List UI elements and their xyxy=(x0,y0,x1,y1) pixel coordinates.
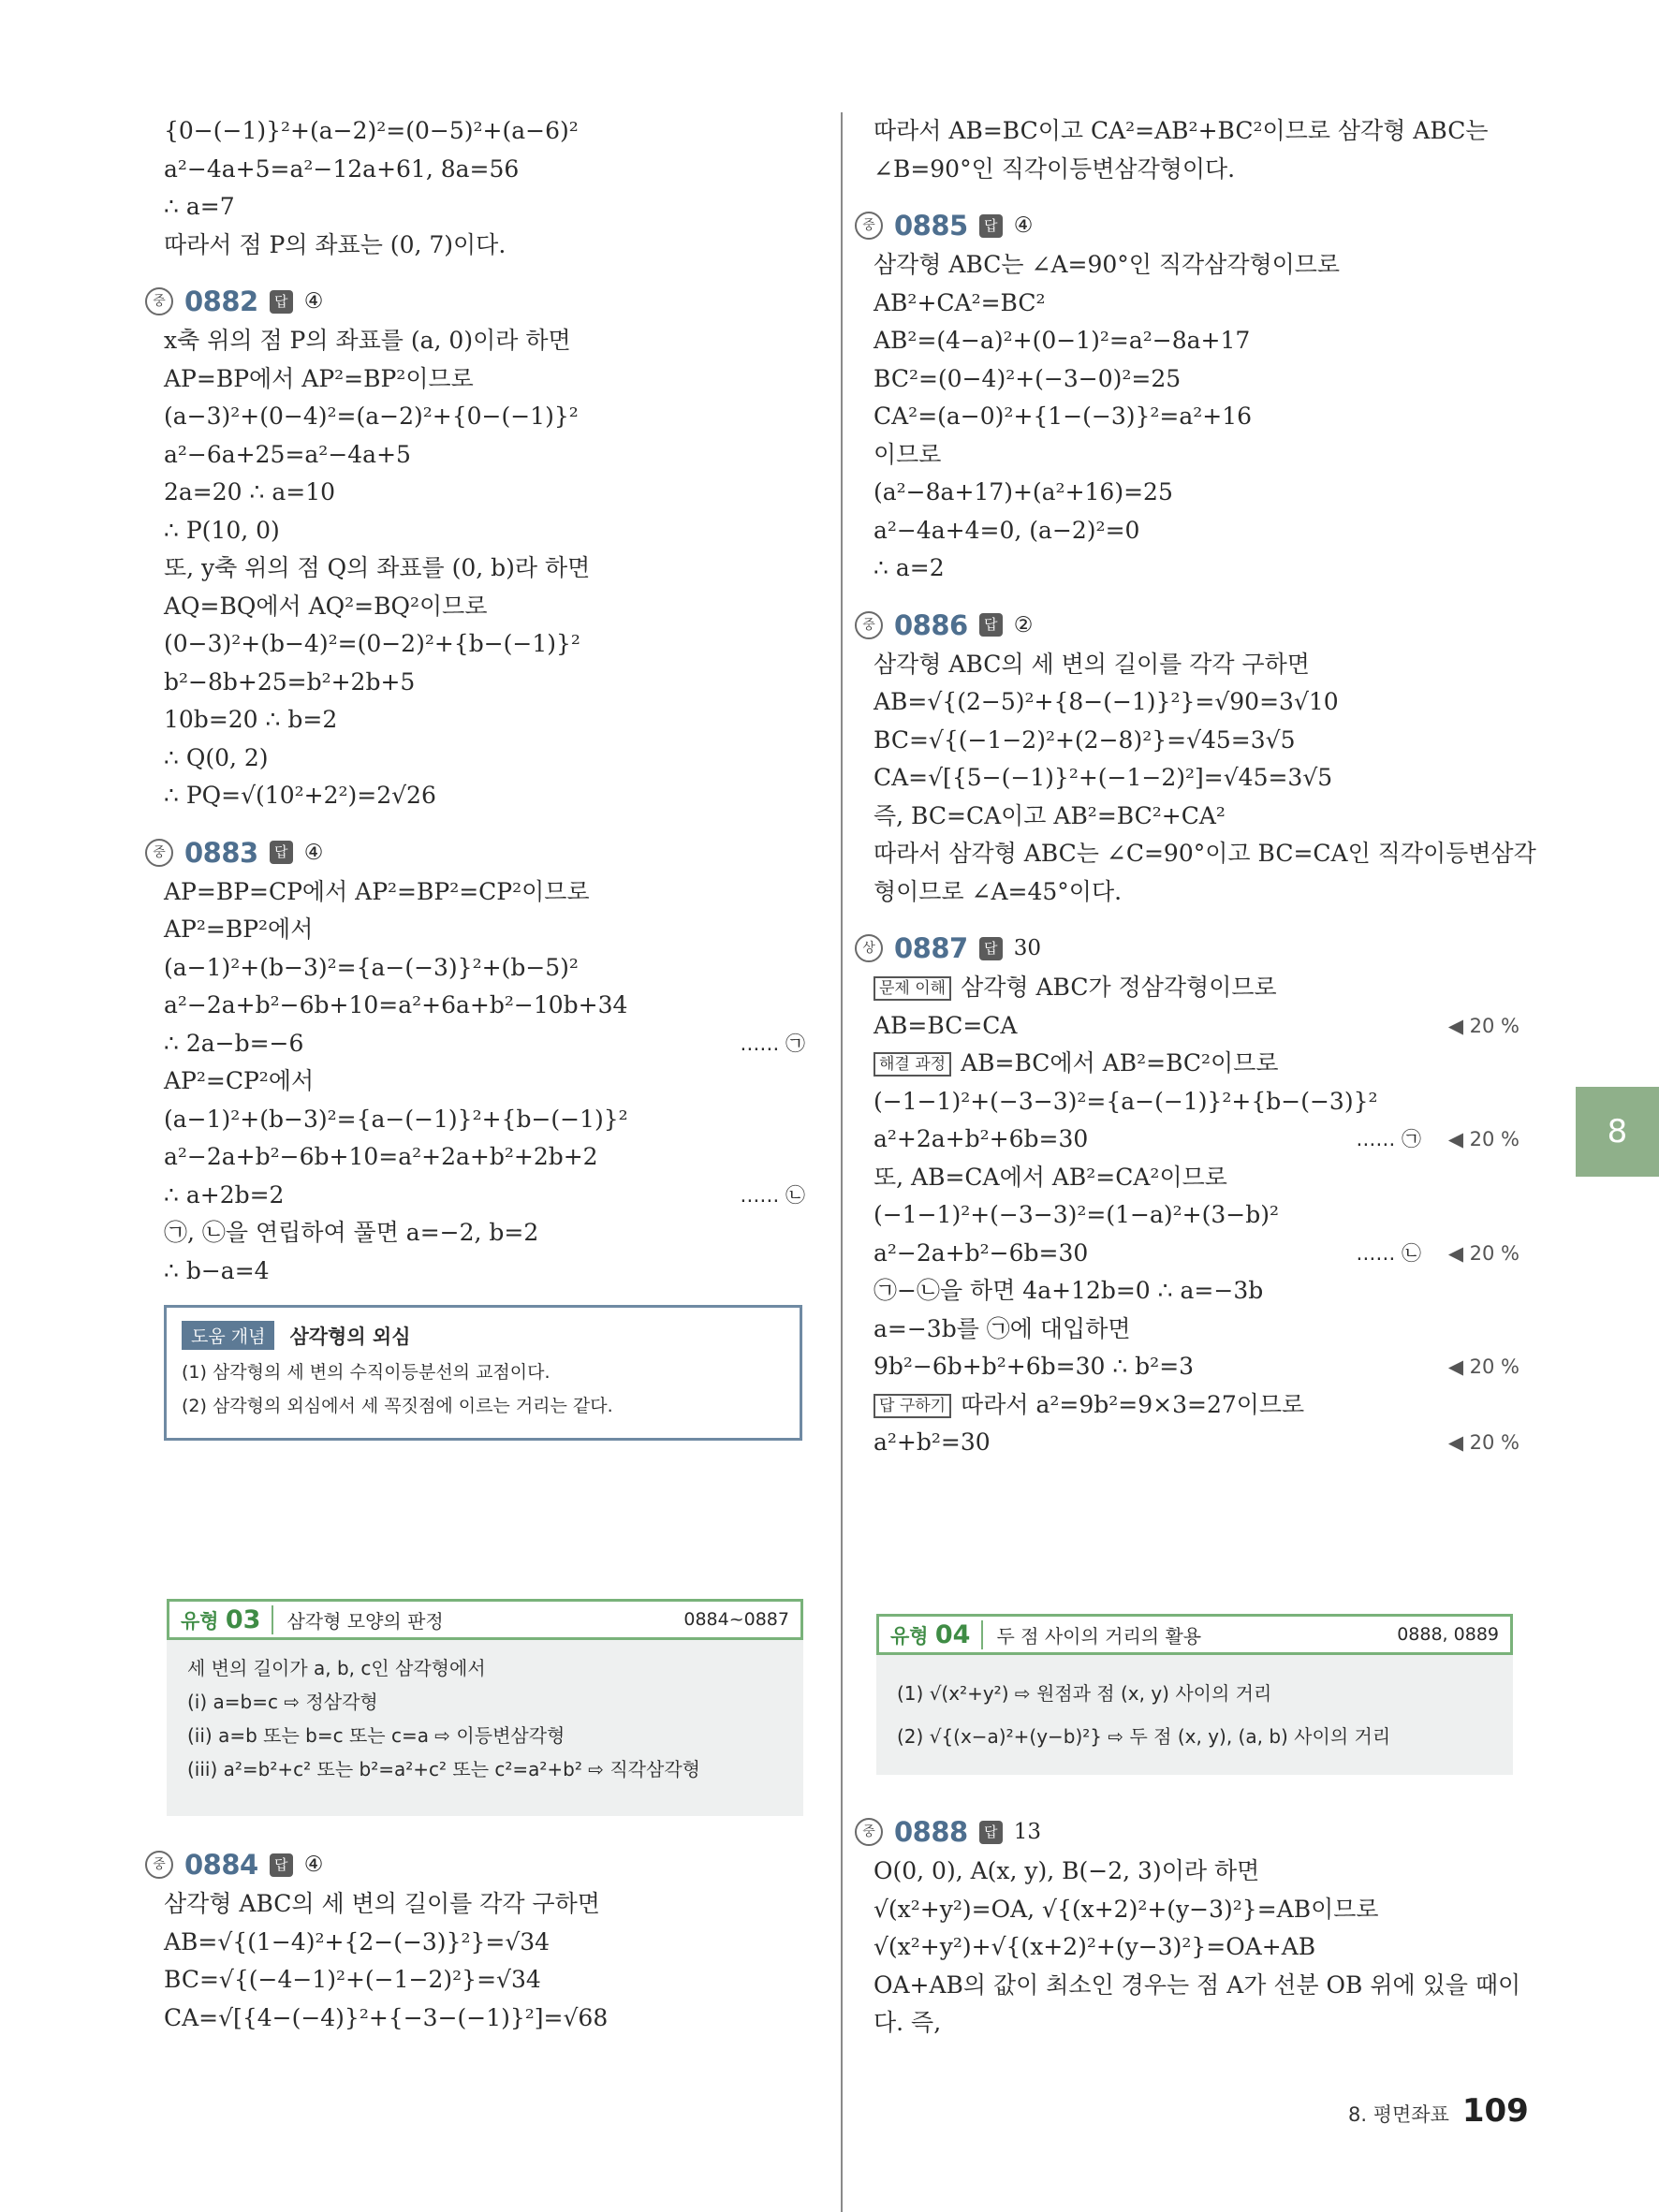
answer-value: ④ xyxy=(303,1853,324,1877)
score-percent: ◀ 20 % xyxy=(1447,1128,1520,1150)
text-line: ∴ a=7 xyxy=(164,193,235,220)
type-number: 04 xyxy=(934,1619,971,1649)
step-label: 답 구하기 xyxy=(874,1394,951,1418)
text-line: 다. 즉, xyxy=(874,2009,942,2036)
text-line: a²−6a+25=a²−4a+5 xyxy=(164,440,411,468)
equation: 삼각형 ABC가 정삼각형이므로 xyxy=(961,974,1277,1001)
text-line: AP²=BP²에서 xyxy=(164,916,314,943)
text-line xyxy=(874,1045,1520,1083)
equation: 따라서 a²=9b²=9×3=27이므로 xyxy=(961,1390,1305,1418)
text-line xyxy=(164,1025,805,1063)
answer-icon: 답 xyxy=(270,1853,293,1877)
text-line: a²−4a+4=0, (a−2)²=0 xyxy=(874,516,1140,544)
type-bar xyxy=(167,1599,803,1640)
problem-number: 0882 xyxy=(184,286,258,317)
concept-tag: 도움 개념 xyxy=(182,1321,274,1350)
right-column xyxy=(862,112,1536,1462)
text-line: BC=√{(−4−1)²+(−1−2)²}=√34 xyxy=(164,1966,541,1993)
equation: AB=BC에서 AB²=BC²이므로 xyxy=(961,1049,1279,1077)
answer-value: ④ xyxy=(1013,213,1034,238)
text-line: BC²=(0−4)²+(−3−0)²=25 xyxy=(874,364,1182,392)
text-line: AB²=(4−a)²+(0−1)²=a²−8a+17 xyxy=(874,327,1251,354)
type-range: 0884~0887 xyxy=(683,1609,789,1630)
left-column-bottom xyxy=(153,1844,805,2037)
text-line: 따라서 삼각형 ABC는 ∠C=90°이고 BC=CA인 직각이등변삼각 xyxy=(874,840,1536,867)
score-percent: ◀ 20 % xyxy=(1447,1014,1520,1037)
answer-value: ② xyxy=(1013,612,1034,637)
equation: a²−2a+b²−6b=30 xyxy=(874,1238,1089,1267)
type-line: (ii) a=b 또는 b=c 또는 c=a ⇨ 이등변삼각형 xyxy=(187,1724,565,1747)
text-line xyxy=(874,1121,1520,1159)
text-line: ∴ P(10, 0) xyxy=(164,516,280,544)
text-line: AP=BP에서 AP²=BP²이므로 xyxy=(164,364,474,392)
text-line: a=−3b를 ㉠에 대입하면 xyxy=(874,1314,1131,1342)
text-line: (a−1)²+(b−3)²={a−(−1)}²+{b−(−1)}² xyxy=(164,1105,628,1133)
problem-number: 0886 xyxy=(894,608,968,641)
text-line: (−1−1)²+(−3−3)²=(1−a)²+(3−b)² xyxy=(874,1201,1279,1228)
text-line: CA²=(a−0)²+{1−(−3)}²=a²+16 xyxy=(874,403,1253,430)
text-line: b²−8b+25=b²+2b+5 xyxy=(164,667,416,696)
concept-header xyxy=(182,1321,785,1350)
answer-icon: 답 xyxy=(979,1821,1003,1844)
type-line: (1) √(x²+y²) ⇨ 원점과 점 (x, y) 사이의 거리 xyxy=(897,1682,1272,1705)
chapter-tab: 8 xyxy=(1576,1087,1659,1177)
text-line xyxy=(874,1348,1520,1386)
text-line: (a²−8a+17)+(a²+16)=25 xyxy=(874,478,1173,505)
type-body xyxy=(167,1640,803,1797)
text-line: {0−(−1)}²+(a−2)²=(0−5)²+(a−6)² xyxy=(164,117,579,144)
text-line: O(0, 0), A(x, y), B(−2, 3)이라 하면 xyxy=(874,1857,1260,1884)
equation-mark: …… ㉡ xyxy=(1356,1241,1421,1265)
equation: ∴ 2a−b=−6 xyxy=(164,1029,304,1057)
equation-mark: …… ㉠ xyxy=(740,1032,805,1055)
concept-box xyxy=(164,1305,802,1441)
right-column-bottom xyxy=(862,1811,1521,2043)
score-percent: ◀ 20 % xyxy=(1447,1355,1520,1378)
problem-number: 0885 xyxy=(894,210,968,242)
step-label: 해결 과정 xyxy=(874,1052,951,1077)
answer-value: ④ xyxy=(303,840,324,865)
level-badge: 중 xyxy=(145,287,173,315)
problem-header-0886 xyxy=(855,605,1520,646)
problem-header-0884 xyxy=(145,1844,805,1885)
text-line: ∴ b−a=4 xyxy=(164,1256,270,1284)
chapter-label: 8. 평면좌표 xyxy=(1348,2103,1449,2126)
text-line: OA+AB의 값이 최소인 경우는 점 A가 선분 OB 위에 있을 때이 xyxy=(874,1970,1521,1999)
text-line: CA=√[{4−(−4)}²+{−3−(−1)}²]=√68 xyxy=(164,2003,609,2031)
type-box-04 xyxy=(876,1614,1513,1775)
concept-title: 삼각형의 외심 xyxy=(289,1325,411,1348)
problem-header-0885 xyxy=(855,205,1520,246)
equation-mark: …… ㉡ xyxy=(740,1183,805,1207)
text-line: 또, AB=CA에서 AB²=CA²이므로 xyxy=(874,1163,1227,1191)
level-badge: 중 xyxy=(855,212,883,240)
type-label-text: 유형 xyxy=(181,1609,219,1633)
score-percent: ◀ 20 % xyxy=(1447,1431,1520,1454)
column-divider xyxy=(841,112,843,2212)
text-line xyxy=(164,1177,805,1215)
text-line: 2a=20 ∴ a=10 xyxy=(164,478,336,505)
type-label xyxy=(879,1620,983,1649)
text-line: (a−3)²+(0−4)²=(a−2)²+{0−(−1)}² xyxy=(164,403,579,430)
page-footer xyxy=(1348,2092,1529,2130)
equation: 9b²−6b+b²+6b=30 ∴ b²=3 xyxy=(874,1353,1195,1380)
text-line: 이므로 xyxy=(874,440,942,468)
type-line: 세 변의 길이가 a, b, c인 삼각형에서 xyxy=(187,1657,486,1679)
text-line: ∴ a=2 xyxy=(874,554,945,581)
text-line xyxy=(874,1424,1520,1462)
text-line: √(x²+y²)=OA, √{(x+2)²+(y−3)²}=AB이므로 xyxy=(874,1895,1379,1923)
type-title: 삼각형 모양의 판정 xyxy=(286,1609,444,1633)
text-line: AB=√{(2−5)²+{8−(−1)}²}=√90=3√10 xyxy=(874,688,1339,715)
problem-header-0888 xyxy=(855,1811,1520,1853)
text-line: AB²+CA²=BC² xyxy=(874,288,1046,316)
answer-icon: 답 xyxy=(979,937,1003,960)
problem-header-0882 xyxy=(145,281,805,322)
type-bar xyxy=(876,1614,1513,1655)
text-line: 또, y축 위의 점 Q의 좌표를 (0, b)라 하면 xyxy=(164,554,591,581)
text-line: ㉠−㉡을 하면 4a+12b=0 ∴ a=−3b xyxy=(874,1277,1264,1304)
text-line: ∴ Q(0, 2) xyxy=(164,743,269,771)
level-badge: 상 xyxy=(855,934,883,962)
answer-icon: 답 xyxy=(979,214,1003,238)
text-line: BC=√{(−1−2)²+(2−8)²}=√45=3√5 xyxy=(874,725,1296,754)
text-line: √(x²+y²)+√{(x+2)²+(y−3)²}=OA+AB xyxy=(874,1933,1316,1960)
text-line: 형이므로 ∠A=45°이다. xyxy=(874,877,1123,905)
step-label: 문제 이해 xyxy=(874,976,951,1001)
text-line: AP²=CP²에서 xyxy=(164,1067,315,1094)
level-badge: 중 xyxy=(855,1818,883,1846)
text-line: AB=√{(1−4)²+{2−(−3)}²}=√34 xyxy=(164,1927,551,1956)
equation-mark: …… ㉠ xyxy=(1356,1128,1421,1150)
type-body xyxy=(876,1655,1513,1769)
text-line: a²−2a+b²−6b+10=a²+6a+b²−10b+34 xyxy=(164,991,628,1018)
problem-number: 0887 xyxy=(894,932,968,964)
text-line xyxy=(874,1007,1520,1046)
answer-icon: 답 xyxy=(979,613,1003,637)
text-line: CA=√[{5−(−1)}²+(−1−2)²]=√45=3√5 xyxy=(874,764,1333,791)
equation: ∴ a+2b=2 xyxy=(164,1180,285,1209)
text-line: ㉠, ㉡을 연립하여 풀면 a=−2, b=2 xyxy=(164,1219,539,1246)
problem-header-0887 xyxy=(855,928,1520,969)
equation: AB=BC=CA xyxy=(874,1011,1018,1039)
text-line: 10b=20 ∴ b=2 xyxy=(164,706,338,733)
type-label xyxy=(169,1605,273,1634)
text-line: AP=BP=CP에서 AP²=BP²=CP²이므로 xyxy=(164,877,590,905)
score-percent: ◀ 20 % xyxy=(1447,1241,1520,1265)
left-column xyxy=(153,112,805,1441)
type-title: 두 점 사이의 거리의 활용 xyxy=(996,1624,1202,1648)
problem-number: 0884 xyxy=(184,1849,258,1881)
text-line: ∴ PQ=√(10²+2²)=2√26 xyxy=(164,782,436,809)
text-line: 따라서 AB=BC이고 CA²=AB²+BC²이므로 삼각형 ABC는 xyxy=(874,117,1489,144)
equation: a²+b²=30 xyxy=(874,1428,991,1456)
equation: a²+2a+b²+6b=30 xyxy=(874,1125,1089,1152)
text-line xyxy=(874,1235,1520,1273)
page-number: 109 xyxy=(1461,2092,1529,2130)
text-line: a²−2a+b²−6b+10=a²+2a+b²+2b+2 xyxy=(164,1143,598,1170)
type-line: (iii) a²=b²+c² 또는 b²=a²+c² 또는 c²=a²+b² ⇨ 직각삼각형 xyxy=(187,1758,700,1780)
text-line: 삼각형 ABC의 세 변의 길이를 각각 구하면 xyxy=(874,650,1310,678)
concept-item: (2) 삼각형의 외심에서 세 꼭짓점에 이르는 거리는 같다. xyxy=(182,1396,613,1416)
level-badge: 중 xyxy=(145,839,173,867)
answer-value: 30 xyxy=(1013,936,1041,960)
text-line: AQ=BQ에서 AQ²=BQ²이므로 xyxy=(164,592,488,620)
text-line xyxy=(874,1386,1520,1425)
type-line: (2) √{(x−a)²+(y−b)²} ⇨ 두 점 (x, y), (a, b) 사이의 거리 xyxy=(897,1725,1391,1748)
answer-icon: 답 xyxy=(270,290,293,314)
text-line: 즉, BC=CA이고 AB²=BC²+CA² xyxy=(874,801,1226,829)
problem-number: 0883 xyxy=(184,836,258,869)
text-line: (−1−1)²+(−3−3)²={a−(−1)}²+{b−(−3)}² xyxy=(874,1087,1378,1115)
problem-number: 0888 xyxy=(894,1816,968,1848)
answer-value: ④ xyxy=(303,289,324,314)
type-box-03 xyxy=(167,1599,803,1816)
text-line: (0−3)²+(b−4)²=(0−2)²+{b−(−1)}² xyxy=(164,630,580,657)
concept-item: (1) 삼각형의 세 변의 수직이등분선의 교점이다. xyxy=(182,1362,551,1383)
text-line: ∠B=90°인 직각이등변삼각형이다. xyxy=(874,154,1236,183)
type-line: (i) a=b=c ⇨ 정삼각형 xyxy=(187,1691,378,1713)
text-line: x축 위의 점 P의 좌표를 (a, 0)이라 하면 xyxy=(164,327,571,354)
text-line xyxy=(874,969,1520,1007)
text-line: a²−4a+5=a²−12a+61, 8a=56 xyxy=(164,154,520,183)
level-badge: 중 xyxy=(855,611,883,639)
type-label-text: 유형 xyxy=(890,1624,929,1648)
text-line: 따라서 점 P의 좌표는 (0, 7)이다. xyxy=(164,230,507,258)
type-range: 0888, 0889 xyxy=(1397,1624,1499,1645)
problem-header-0883 xyxy=(145,832,805,873)
answer-value: 13 xyxy=(1013,1820,1041,1844)
text-line: 삼각형 ABC의 세 변의 길이를 각각 구하면 xyxy=(164,1890,600,1917)
text-line: 삼각형 ABC는 ∠A=90°인 직각삼각형이므로 xyxy=(874,251,1341,278)
text-line: (a−1)²+(b−3)²={a−(−3)}²+(b−5)² xyxy=(164,953,579,981)
answer-icon: 답 xyxy=(270,841,293,864)
level-badge: 중 xyxy=(145,1851,173,1879)
type-number: 03 xyxy=(225,1604,261,1634)
